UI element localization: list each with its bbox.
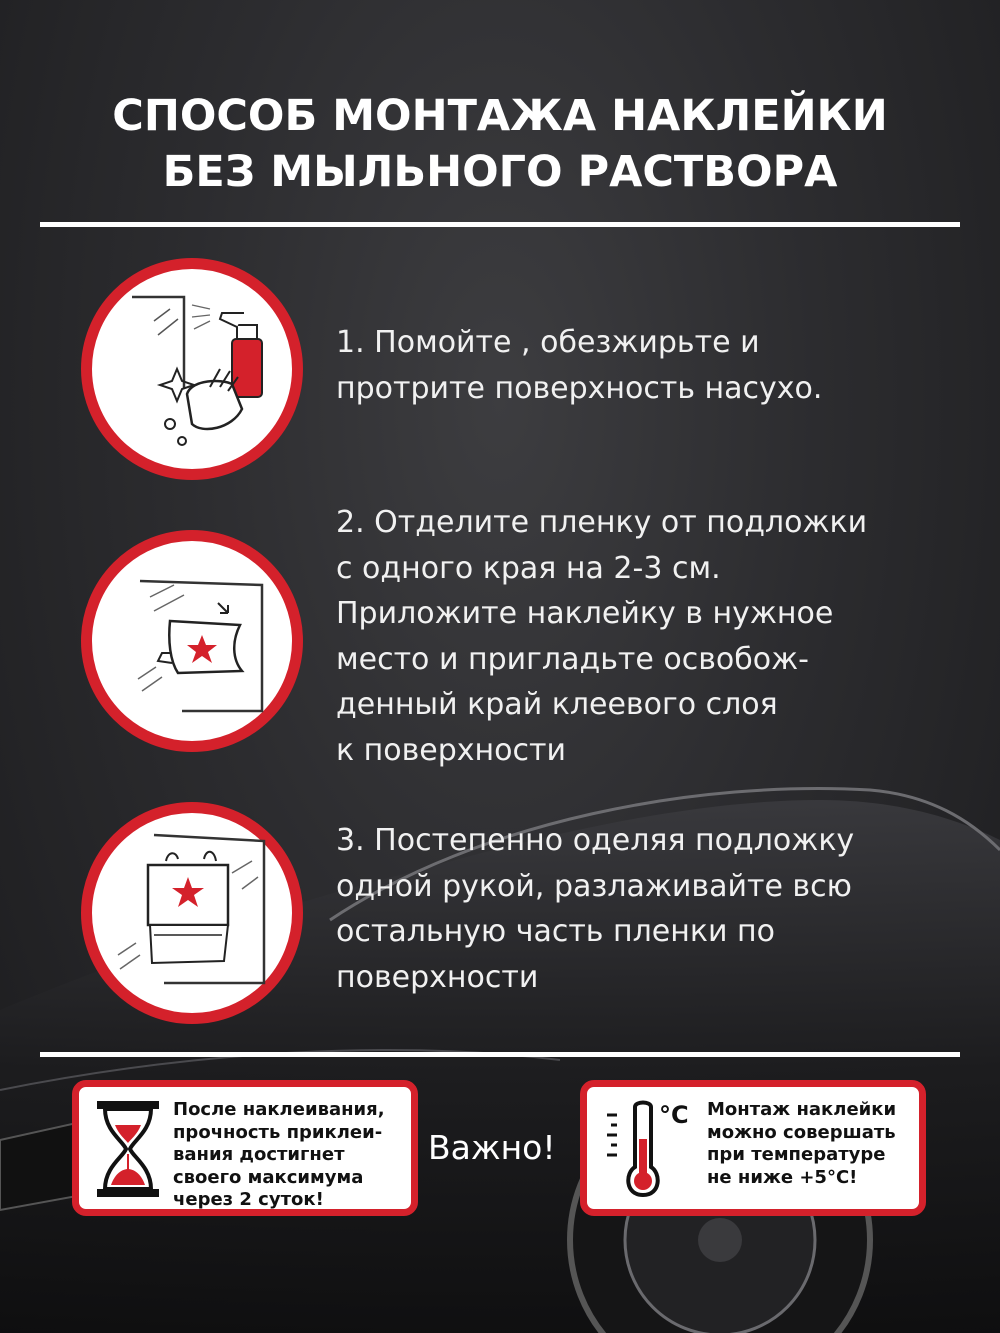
celsius-unit: °C <box>659 1101 689 1129</box>
title-line-2: БЕЗ МЫЛЬНОГО РАСТВОРА <box>162 147 838 197</box>
peel-corner-icon <box>81 530 303 752</box>
step-1-line-1: 1. Помойте , обезжирьте и <box>336 325 760 360</box>
temp-line-1: Монтаж наклейки <box>707 1099 897 1120</box>
step-3-line-1: 3. Постепенно оделяя подложку <box>336 823 855 858</box>
curing-line-2: прочность приклеи- <box>173 1121 383 1143</box>
step-1-text <box>336 320 956 411</box>
step-1-line-2: протрите поверхность насухо. <box>336 370 823 406</box>
clean-surface-icon <box>81 258 303 480</box>
temp-line-2: можно совершать <box>707 1121 896 1143</box>
temperature-note <box>580 1080 926 1216</box>
step-3-text <box>336 818 956 1000</box>
curing-time-text <box>173 1099 385 1212</box>
bottom-divider <box>40 1052 960 1057</box>
curing-line-3: вания достигнет <box>173 1144 345 1165</box>
step-2-line-1: 2. Отделите пленку от подложки <box>336 505 868 540</box>
curing-time-note <box>72 1080 418 1216</box>
top-divider <box>40 222 960 227</box>
title-line-1: СПОСОБ МОНТАЖА НАКЛЕЙКИ <box>112 91 888 141</box>
temperature-text <box>707 1099 896 1189</box>
temp-line-4: не ниже +5°C! <box>707 1166 858 1188</box>
step-2-line-5: денный край клеевого слоя <box>336 687 778 722</box>
step-3-line-4: поверхности <box>336 959 539 995</box>
step-2-line-6: к поверхности <box>336 732 566 768</box>
important-label: Важно! <box>428 1128 556 1167</box>
step-2-line-2: с одного края на 2-3 см. <box>336 550 721 586</box>
apply-sticker-icon <box>81 802 303 1024</box>
curing-line-4: своего максимума <box>173 1166 364 1188</box>
curing-line-1: После наклеивания, <box>173 1099 385 1120</box>
hourglass-icon <box>93 1099 163 1199</box>
step-3-line-2: одной рукой, разлаживайте всю <box>336 868 852 904</box>
step-2-line-4: место и пригладьте освобож- <box>336 641 809 677</box>
page-title <box>0 88 1000 200</box>
curing-line-5: через 2 суток! <box>173 1189 324 1210</box>
step-3-line-3: остальную часть пленки по <box>336 914 775 949</box>
step-2-line-3: Приложите наклейку в нужное <box>336 596 834 631</box>
step-2-text <box>336 500 956 773</box>
temp-line-3: при температуре <box>707 1144 886 1165</box>
